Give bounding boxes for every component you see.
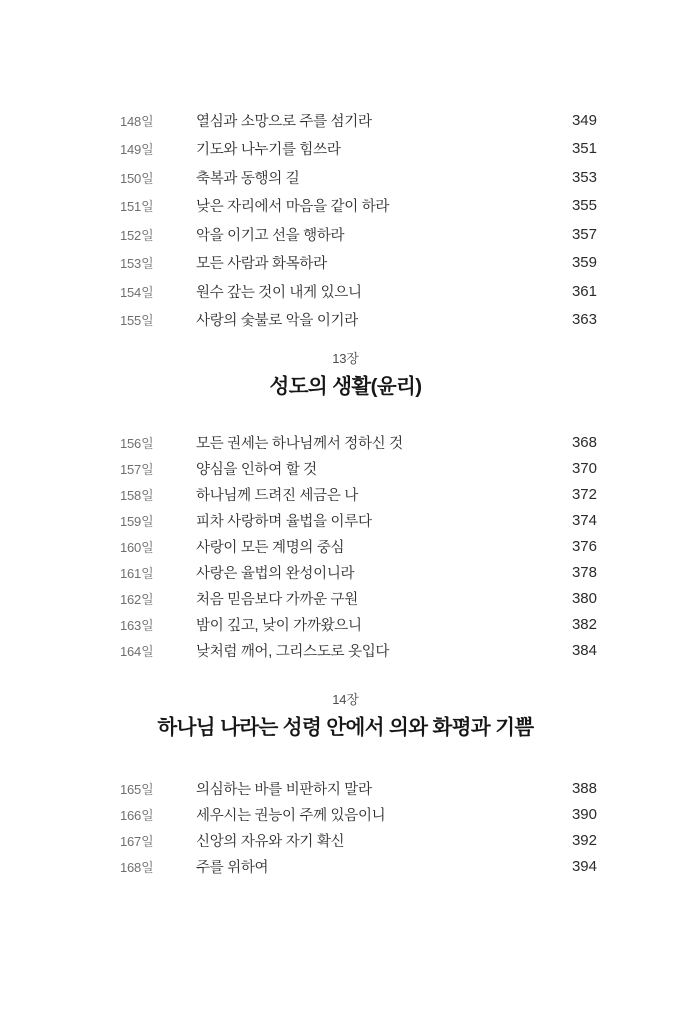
day-label: 163일 [120, 617, 154, 633]
toc-row [120, 106, 597, 135]
toc-row [120, 220, 597, 249]
day-label: 162일 [120, 591, 154, 607]
page-number: 359 [571, 254, 597, 272]
toc-row [120, 277, 597, 306]
entry-title: 신앙의 자유와 자기 확신 [196, 833, 345, 850]
page-number: 390 [571, 805, 597, 823]
toc-row [120, 249, 597, 278]
page-number: 355 [571, 197, 597, 215]
day-label: 160일 [120, 539, 154, 555]
page-number: 372 [571, 485, 597, 503]
day-label: 165일 [120, 781, 154, 797]
chapter-title: 하나님 나라는 성령 안에서 의와 화평과 기쁨 [157, 716, 534, 739]
entry-title: 사랑의 숯불로 악을 이기라 [196, 313, 358, 330]
entry-title: 열심과 소망으로 주를 섬기라 [196, 113, 372, 130]
page-number: 361 [571, 282, 597, 300]
entry-title: 세우시는 권능이 주께 있음이니 [196, 807, 386, 824]
page-number: 351 [571, 140, 597, 158]
chapter-heading [0, 352, 691, 399]
day-label: 150일 [120, 170, 154, 186]
entry-title: 양심을 인하여 할 것 [196, 461, 317, 478]
day-label: 151일 [120, 199, 154, 215]
page-number: 382 [571, 615, 597, 633]
entry-title: 피차 사랑하며 율법을 이루다 [196, 513, 372, 530]
toc-row [120, 585, 597, 611]
toc-row [120, 192, 597, 221]
toc-row [120, 306, 597, 335]
day-label: 154일 [120, 284, 154, 300]
chapter-heading [0, 693, 691, 740]
toc-row [120, 507, 597, 533]
entry-title: 주를 위하여 [196, 859, 269, 876]
toc-row [120, 135, 597, 164]
page-number: 363 [571, 311, 597, 329]
toc-section [120, 106, 597, 334]
page-number: 349 [571, 111, 597, 129]
page-number: 353 [571, 168, 597, 186]
page-number: 370 [571, 459, 597, 477]
chapter-title: 성도의 생활(윤리) [269, 375, 422, 398]
page-number: 380 [571, 589, 597, 607]
toc-row [120, 637, 597, 663]
chapter-number: 14장 [332, 692, 359, 707]
entry-title: 하나님께 드려진 세금은 나 [196, 487, 358, 504]
day-label: 153일 [120, 256, 154, 272]
entry-title: 사랑은 율법의 완성이니라 [196, 565, 355, 582]
page-number: 368 [571, 433, 597, 451]
toc-row [120, 827, 597, 853]
toc-row [120, 853, 597, 879]
entry-title: 원수 갚는 것이 내게 있으니 [196, 284, 362, 301]
page-number: 374 [571, 511, 597, 529]
toc-row [120, 801, 597, 827]
toc-row [120, 559, 597, 585]
entry-title: 사랑이 모든 계명의 중심 [196, 539, 345, 556]
page-number: 378 [571, 563, 597, 581]
chapter-number: 13장 [332, 351, 359, 366]
page-number: 388 [571, 779, 597, 797]
entry-title: 낮처럼 깨어, 그리스도로 옷입다 [196, 643, 390, 660]
toc-row [120, 533, 597, 559]
page-number: 376 [571, 537, 597, 555]
day-label: 156일 [120, 435, 154, 451]
day-label: 166일 [120, 807, 154, 823]
toc-row [120, 163, 597, 192]
day-label: 168일 [120, 859, 154, 875]
toc-row [120, 429, 597, 455]
page-number: 357 [571, 225, 597, 243]
day-label: 152일 [120, 227, 154, 243]
entry-title: 의심하는 바를 비판하지 말라 [196, 781, 372, 798]
day-label: 157일 [120, 461, 154, 477]
toc-section [120, 429, 597, 663]
toc-section [120, 775, 597, 879]
entry-title: 처음 믿음보다 가까운 구원 [196, 591, 358, 608]
entry-title: 모든 사람과 화목하라 [196, 256, 327, 273]
entry-title: 기도와 나누기를 힘쓰라 [196, 142, 341, 159]
toc-row [120, 481, 597, 507]
day-label: 149일 [120, 142, 154, 158]
toc-row [120, 775, 597, 801]
table-of-contents [120, 106, 597, 879]
page-number: 394 [571, 857, 597, 875]
toc-row [120, 455, 597, 481]
page-number: 392 [571, 831, 597, 849]
day-label: 167일 [120, 833, 154, 849]
toc-row [120, 611, 597, 637]
day-label: 155일 [120, 313, 154, 329]
page-number: 384 [571, 641, 597, 659]
entry-title: 모든 권세는 하나님께서 정하신 것 [196, 435, 403, 452]
day-label: 161일 [120, 565, 154, 581]
entry-title: 축복과 동행의 길 [196, 170, 300, 187]
day-label: 159일 [120, 513, 154, 529]
entry-title: 악을 이기고 선을 행하라 [196, 227, 345, 244]
day-label: 164일 [120, 643, 154, 659]
day-label: 158일 [120, 487, 154, 503]
entry-title: 밤이 깊고, 낮이 가까왔으니 [196, 617, 362, 634]
day-label: 148일 [120, 113, 154, 129]
entry-title: 낮은 자리에서 마음을 같이 하라 [196, 199, 390, 216]
